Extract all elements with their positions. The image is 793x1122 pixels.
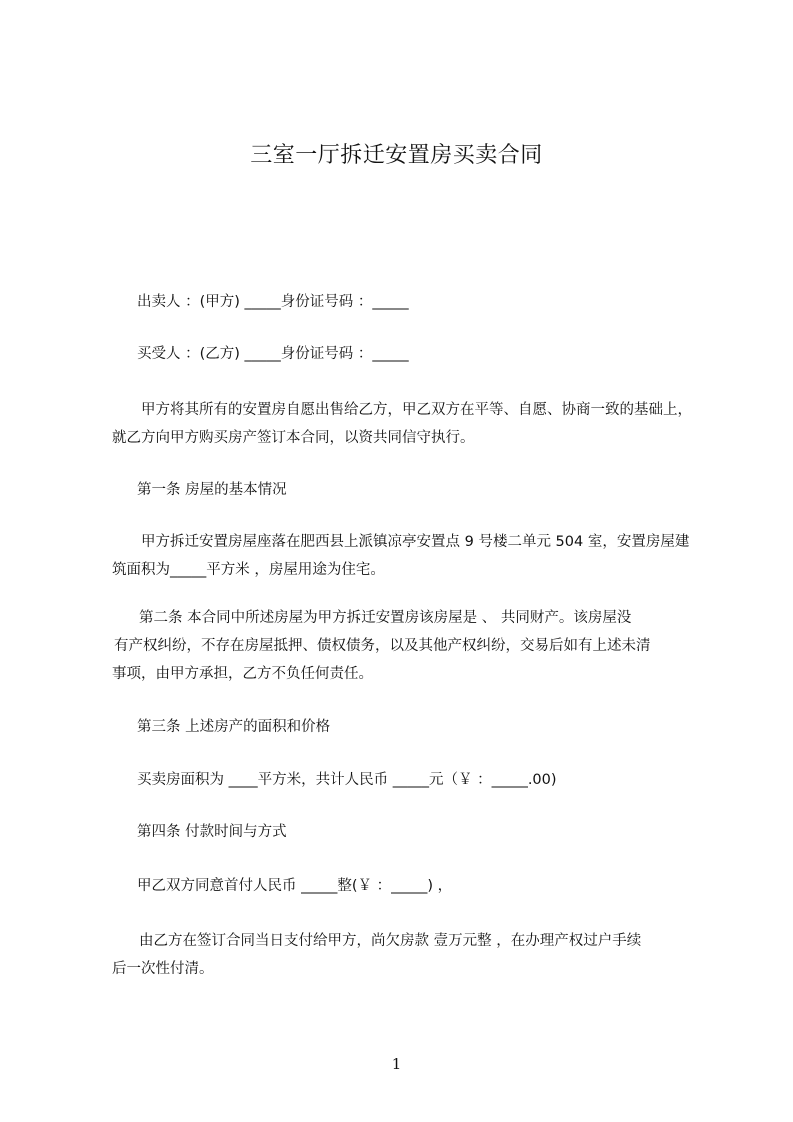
article4-heading: 第四条 付款时间与方式 [137, 824, 287, 840]
article2-line2: 有产权纠纷，不存在房屋抵押、债权债务，以及其他产权纠纷，交易后如有上述未清 [114, 638, 651, 654]
contract-title: 三室一厅拆迁安置房买卖合同 [250, 143, 543, 168]
article2-line3: 事项，由甲方承担，乙方不负任何责任。 [112, 666, 373, 682]
article3-body: 买卖房面积为 ____平方米，共计人民币 _____元（￥ ：_____.00) [137, 772, 557, 788]
payment-line1: 由乙方在签订合同当日支付给甲方，尚欠房款 壹万元整 ，在办理产权过户手续 [139, 933, 642, 949]
buyer-line: 买受人 ：(乙方) _____身份证号码 ：_____ [137, 346, 409, 362]
article2-line1: 第二条 本合同中所述房屋为甲方拆迁安置房该房屋是 、 共同财产。该房屋没 [139, 610, 632, 626]
seller-line: 出卖人 ：(甲方) _____身份证号码 ：_____ [137, 294, 409, 310]
article4-body: 甲乙双方同意首付人民币 _____整(￥ ：_____) ， [137, 878, 453, 894]
page-number: 1 [391, 1055, 402, 1073]
intro-paragraph: 甲方将其所有的安置房自愿出售给乙方，甲乙双方在平等、自愿、协商一致的基础上，就乙方向甲方购买房产签订本合同，以资共同信守执行。 [112, 402, 692, 446]
article1-body: 甲方拆迁安置房屋座落在肥西县上派镇凉亭安置点 9 号楼二单元 504 室，安置房屋建筑面积为_____平方米 ，房屋用途为住宅。 [112, 534, 690, 578]
article3-heading: 第三条 上述房产的面积和价格 [137, 719, 331, 735]
article1-heading: 第一条 房屋的基本情况 [137, 482, 287, 498]
payment-line2: 后一次性付清。 [112, 961, 214, 977]
